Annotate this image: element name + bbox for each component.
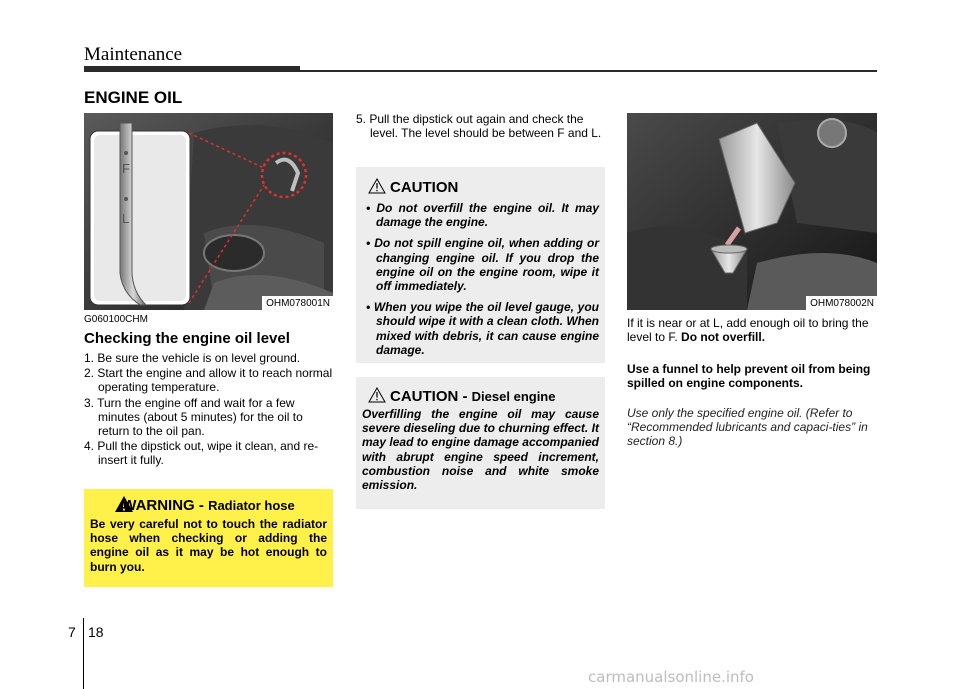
section-title: ENGINE OIL <box>84 88 183 107</box>
diesel-caution-title-main: CAUTION - <box>390 388 472 405</box>
page-number: 18 <box>88 624 104 640</box>
funnel-photo <box>627 113 877 310</box>
warning-box <box>84 489 333 587</box>
image-code-right: OHM078002N <box>806 296 877 310</box>
dipstick-mark-l: L <box>122 211 130 226</box>
caution-item: • Do not spill engine oil, when adding or changing engine oil. If you drop the engine oil on the engine room, wipe it off immediately. <box>366 236 599 294</box>
caution-box <box>356 167 605 363</box>
step-item: 4. Pull the dipstick out, wipe it clean, and re-insert it fully. <box>84 439 319 468</box>
warning-subtitle: Radiator hose <box>208 498 295 513</box>
diesel-caution-box <box>356 377 605 509</box>
watermark: carmanualsonline.info <box>588 668 754 686</box>
caution-triangle-icon <box>368 178 386 194</box>
header-title: Maintenance <box>84 44 183 65</box>
warning-title <box>84 497 333 514</box>
right-paragraph-1 <box>627 316 879 344</box>
right-paragraph-2: Use a funnel to help prevent oil from being spilled on engine components. <box>627 362 871 391</box>
step-item: 1. Be sure the vehicle is on level ground. <box>84 351 301 365</box>
step-item: 3. Turn the engine off and wait for a few minutes (about 5 minutes) for the oil to return to the oil pan. <box>84 395 303 439</box>
right-paragraph-3: Use only the specified engine oil. (Refer to “Recommended lubricants and capaci-ties” in section 8.) <box>627 406 868 449</box>
dipstick-photo <box>84 113 333 310</box>
chapter-number: 7 <box>68 624 76 640</box>
caution-triangle-icon <box>368 387 386 403</box>
diesel-caution-title <box>390 388 555 405</box>
footer-divider <box>83 618 84 689</box>
warning-title-main: WARNING - <box>122 497 209 514</box>
header-bar <box>84 66 300 72</box>
warning-text: Be very careful not to touch the radiator hose when checking or adding the engine oil as it may be hot enough to burn you. <box>90 517 327 574</box>
caution-item: • Do not overfill the engine oil. It may damage the engine. <box>366 201 599 230</box>
dipstick-mark-f: F <box>122 161 130 176</box>
image-code-left: OHM078001N <box>262 296 333 310</box>
diesel-caution-text: Overfilling the engine oil may cause severe dieseling due to churning effect. It may lead to engine damage accompanied with abrupt engine speed increment, combustion noise and white smoke emission. <box>362 407 599 493</box>
caution-item: • When you wipe the oil level gauge, you should wipe it with a clean cloth. When mixed with debris, it can cause engine damage. <box>366 300 599 357</box>
sub-heading: Checking the engine oil level <box>84 330 290 347</box>
diesel-caution-subtitle: Diesel engine <box>471 389 556 404</box>
caution-list <box>362 201 599 364</box>
steps-list <box>84 351 334 469</box>
step-item: 2. Start the engine and allow it to reach normal operating temperature. <box>84 366 333 395</box>
header-rule <box>300 70 877 72</box>
caution-title: CAUTION <box>390 179 459 196</box>
right-paragraph-1-bold: Do not overfill. <box>681 330 766 345</box>
oil-filling-illustration <box>627 113 877 310</box>
right-paragraph-1-text: If it is near or at L, add enough oil to bring the level to F. <box>627 316 869 345</box>
step-five: 5. Pull the dipstick out again and check the level. The level should be between F and L. <box>356 112 602 141</box>
reference-code: G060100CHM <box>84 314 148 325</box>
